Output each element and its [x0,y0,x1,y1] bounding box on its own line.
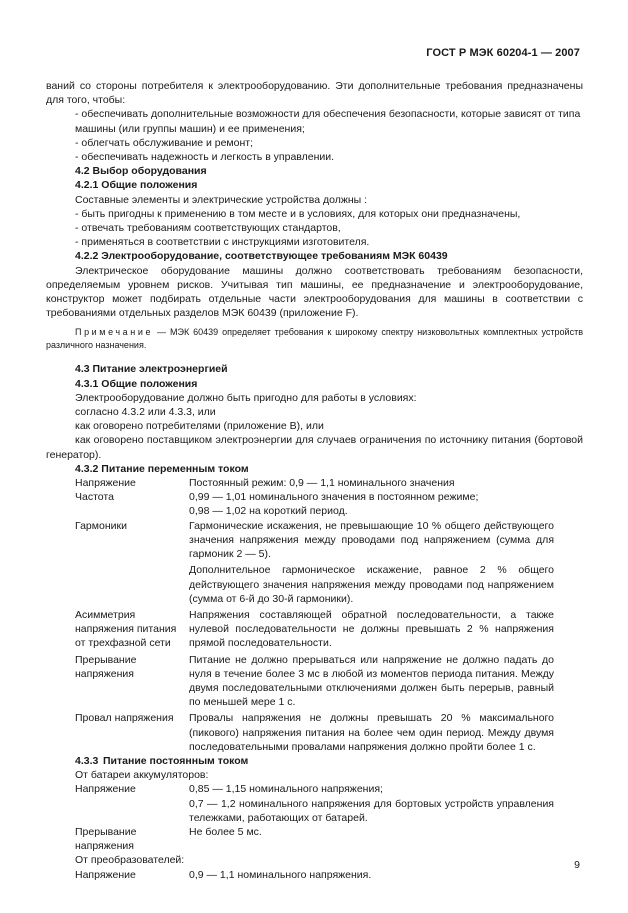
paragraph: согласно 4.3.2 или 4.3.3, или [75,406,216,419]
spec-label: Частота [75,491,114,504]
paragraph: как оговорено потребителями (приложение В), или [75,420,324,433]
list-item: - облегчать обслуживание и ремонт; [75,136,254,149]
spec-label: Асимметрия напряжения питания от трехфазной сети [75,608,177,650]
intro-paragraph: ваний со стороны потребителя к электрооборудованию. Эти дополнительные требования предназначены для того, чтобы: [46,80,583,107]
spec-value: 0,7 — 1,2 номинального напряжения для бортовых устройств управления тележками, работающих от батарей. [189,797,554,824]
spec-label: Гармоники [75,519,127,532]
note [46,326,583,352]
paragraph: Составные элементы и электрические устройства должны : [75,193,368,206]
list-item: - применяться в соответствии с инструкциями изготовителя. [75,236,370,249]
section-heading-4-3: 4.3 Питание электроэнергией [75,363,228,376]
spec-row [46,797,583,825]
spec-value: Дополнительное гармоническое искажение, равное 2 % общего действующего значения напряжения между проводами под напряжением (сумма от 6-й до 30-й гармоники). [189,564,554,605]
spec-label: Напряжение [75,868,136,881]
section-number: 4.3.3 [75,754,99,767]
spec-row [46,519,583,562]
list-item: - быть пригодны к применению в том месте и в условиях, для которых они предназначены, [75,207,521,220]
spec-row [46,825,583,853]
spec-value: Не более 5 мс. [189,825,262,838]
note-label: Примечание [75,327,154,338]
list-item: - обеспечивать дополнительные возможности для обеспечения безопасности, которые зависят от типа машины (или группы машин) и ее применения; [75,108,581,135]
spec-label [46,797,189,825]
paragraph: От преобразователей: [75,854,185,867]
spec-row [46,868,583,882]
spec-value: 0,9 — 1,1 номинального напряжения. [189,868,372,881]
section-title: Питание постоянным током [103,754,249,767]
section-heading-4-2: 4.2 Выбор оборудования [75,165,207,178]
spec-row [46,490,583,504]
spec-row [46,504,583,518]
spec-value: 0,99 — 1,01 номинального значения в постоянном режиме; [189,491,479,504]
section-heading-4-3-3 [46,754,583,768]
list-item: - отвечать требованиям соответствующих стандартов, [75,222,341,235]
spec-value: Питание не должно прерываться или напряжение не должно падать до нуля в течение более 3 мс в любой из моментов периода питания. Между двумя последовательными отключениями должен быть перерыв, равный по меньшей мере 1 с. [189,653,554,709]
spec-value: Напряжения составляющей обратной последовательности, а также нулевой последовательности не должны превышать 2 % напряжения прямой последовательности. [189,608,554,650]
document-header: ГОСТ Р МЭК 60204-1 — 2007 [426,47,580,59]
spec-row [46,653,583,710]
list-item: - обеспечивать надежность и легкость в управлении. [75,151,335,164]
spec-row [46,476,583,490]
paragraph: Электрическое оборудование машины должно соответствовать требованиям безопасности, определяемым уровнем рисков. Учитывая тип машины, ее предназначение и электрооборудование, конструктор может подбирать отдельные части электрооборудования для машины в соответствии с требованиями отдельных разделов МЭК 60439 (приложение F). [46,264,583,320]
spec-value: 0,85 — 1,15 номинального напряжения; [189,783,383,796]
section-heading-4-3-1: 4.3.1 Общие положения [75,377,198,390]
spec-label [46,563,189,606]
spec-label: Напряжение [75,477,136,490]
spec-row [46,782,583,796]
spec-row [46,711,583,754]
spec-row [46,563,583,606]
paragraph: От батареи аккумуляторов: [75,769,209,782]
spec-label: Прерывание напряжения [75,825,137,853]
spec-value: Провалы напряжения не должны превышать 20 % максимального (пикового) напряжения питания на более чем один период. Между двумя последовательными провалами напряжения должно пройти более 1 с. [189,712,554,753]
paragraph: как оговорено поставщиком электроэнергии для случаев ограничения по источнику питания (бортовой генератор). [46,434,583,461]
spec-value: Постоянный режим: 0,9 — 1,1 номинального значения [189,477,455,490]
spec-label [46,504,189,518]
spec-label: Провал напряжения [75,712,174,725]
spec-label: Прерывание напряжения [75,653,137,680]
page-number: 9 [574,859,580,871]
spec-value: Гармонические искажения, не превышающие 10 % общего действующего значения напряжения между проводами под напряжением (сумма для гармоник 2 — 5). [189,519,554,561]
spec-row [46,608,583,651]
section-heading-4-2-2: 4.2.2 Электрооборудование, соответствующее требованиям МЭК 60439 [75,250,448,263]
section-heading-4-3-2: 4.3.2 Питание переменным током [75,462,249,475]
page-content [46,79,583,882]
section-heading-4-2-1: 4.2.1 Общие положения [75,179,198,192]
paragraph: Электрооборудование должно быть пригодно для работы в условиях: [75,391,417,404]
note-text: — МЭК 60439 определяет требования к широкому спектру низковольтных комплектных устройств различного назначения. [46,327,583,351]
spec-label: Напряжение [75,783,136,796]
spec-value: 0,98 — 1,02 на короткий период. [189,505,348,518]
